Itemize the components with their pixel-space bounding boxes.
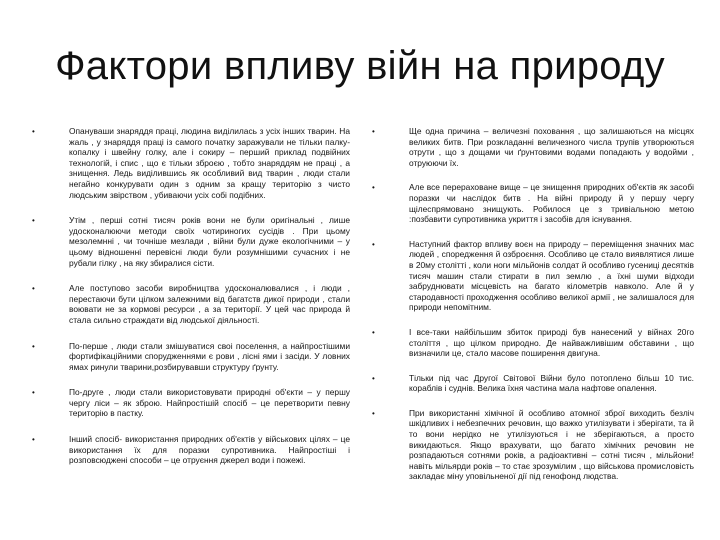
bullet-item [372,182,694,224]
right-column [372,126,694,482]
bullet-icon: • [372,408,375,418]
bullet-icon: • [372,127,375,136]
bullet-icon: • [32,284,35,294]
bullet-icon: • [32,435,35,445]
bullet-text: Але все перераховане вище – це знищення природних об'єктів як засобі поразки чи наслідок битв . На війні природу й у першу чергу щілеспрямовано знищують. Робилося це з тривіальною метою :позбавити супротивника укриття і засобів для існування. [409,182,694,225]
left-column [32,126,350,466]
bullet-icon: • [372,239,375,249]
bullet-text: Утім , перші сотні тисяч років вони не були оригінальні , лише удосконалюючи методи своїх чотириногих сусідів . При цьому мезолемнні , чи точніше мезлади , війни були дуже екологічними – у цьому відношенні перевісні люди були розумнішими сучасних і не рубали гілку , на яку збиралися сісти. [69,215,350,268]
bullet-text: По-друге , люди стали використовувати природні об'єкти – у першу чергу ліси – як зброю. Найпростішій спосіб – це перетворити певну територію в пастку. [69,387,350,419]
bullet-item [32,434,350,466]
bullet-item [32,341,350,373]
bullet-item [32,283,350,325]
bullet-icon: • [372,373,375,383]
bullet-item [372,239,694,313]
bullet-icon: • [32,127,35,136]
bullet-icon: • [372,183,375,193]
bullet-text: Тільки під час Другої Світової Війни було потоплено більш 10 тис. кораблів і суднів. Велика їхня частина мала нафтове опалення. [409,372,694,394]
bullet-text: Опануваши знаряддя праці, людина виділилась з усіх інших тварин. На жаль , у знаряддя праці із самого початку заражували не тільки палку-копалку і швейну голку, але і сокиру – перший приклад подвійних технологій, і спис , що є тільки зброєю , тобто знаряддям не праці , а знищення. Ледь виділившись як особливий вид тварин , люди стали негайно конкурувати один з одним за кращу територію з чисто людським звірством , убиваючи усіх собі подібних. [69,126,350,200]
bullet-text: При використанні хімічної й особливо атомної зброї виходить безліч шкідливих і небезпечних речовин, що важко утилізувати і зберігати, та й то вони нерідко не утилізуються і не зберігаються, а просто викидаються. Якщо врахувати, що багато хімічних речовин не розпадаються сотнями років, а радіоактивні – сотні тисяч , мільйони! навіть мільярди років – то стає зрозумілим , що військова промисловість закладає міну уповільненої дії під генофонд людства. [409,407,694,482]
bullet-item [372,408,694,482]
bullet-text: Наступний фактор впливу воєн на природу – переміщення значних мас людей , споредження й озброєння. Особливо це стало виявлятися лише в 20му столітті , коли ноги мільйонів солдат й особливо гусениці десятків тисяч машин стали стирати в пил землю , а їхні шуми відходи забруднювати місцевість на багато кілометрів навколо. Але й у стародавності проходження особливо великої армії , не залишалося для природи непомітним. [409,238,694,313]
bullet-item [32,126,350,200]
bullet-item [372,327,694,359]
bullet-item [32,215,350,268]
slide-title: Фактори впливу війн на природу [55,44,665,88]
bullet-text: Ще одна причина – величезні поховання , що залишаються на місцях великих битв. При розкладанні величезного числа трупів утворюються отрути , що з дощами чи ґрунтовими водами попадають у водойми , отруюючи їх. [409,126,694,168]
bullet-text: Інший спосіб- використання природних об'єктів у військових цілях – це використання їх для поразки супротивника. Найпростіші і розповсюджені способи – це отруєння джерел води і пожежі. [69,434,350,466]
bullet-text: Але поступово засоби виробництва удосконалювалися , і люди , перестаючи бути цілком залежними від багатств дикої природи , стали воювати не за кормові ресурси , а за території. У цей час природа й стала сильно страждати від людської діяльності. [69,283,350,325]
bullet-icon: • [32,341,35,351]
bullet-icon: • [32,216,35,226]
bullet-text: І все-таки найбільшим збиток природі був нанесений у війнах 20го століття , що цілком природно. Де найважливішим обставини , що визначили це, стало масове поширення двигуна. [409,326,694,359]
bullet-item [32,387,350,419]
bullet-item [372,373,694,394]
bullet-icon: • [372,327,375,337]
bullet-text: По-перше , люди стали змішуватися своі поселення, а найпростішими фортифікаційними спорудженнями є рови , лісні ями і засіди. У ловних ямах ринули тварини,розбирувавши структуру ґрунту. [69,340,350,372]
bullet-item [372,126,694,168]
bullet-icon: • [32,388,35,398]
